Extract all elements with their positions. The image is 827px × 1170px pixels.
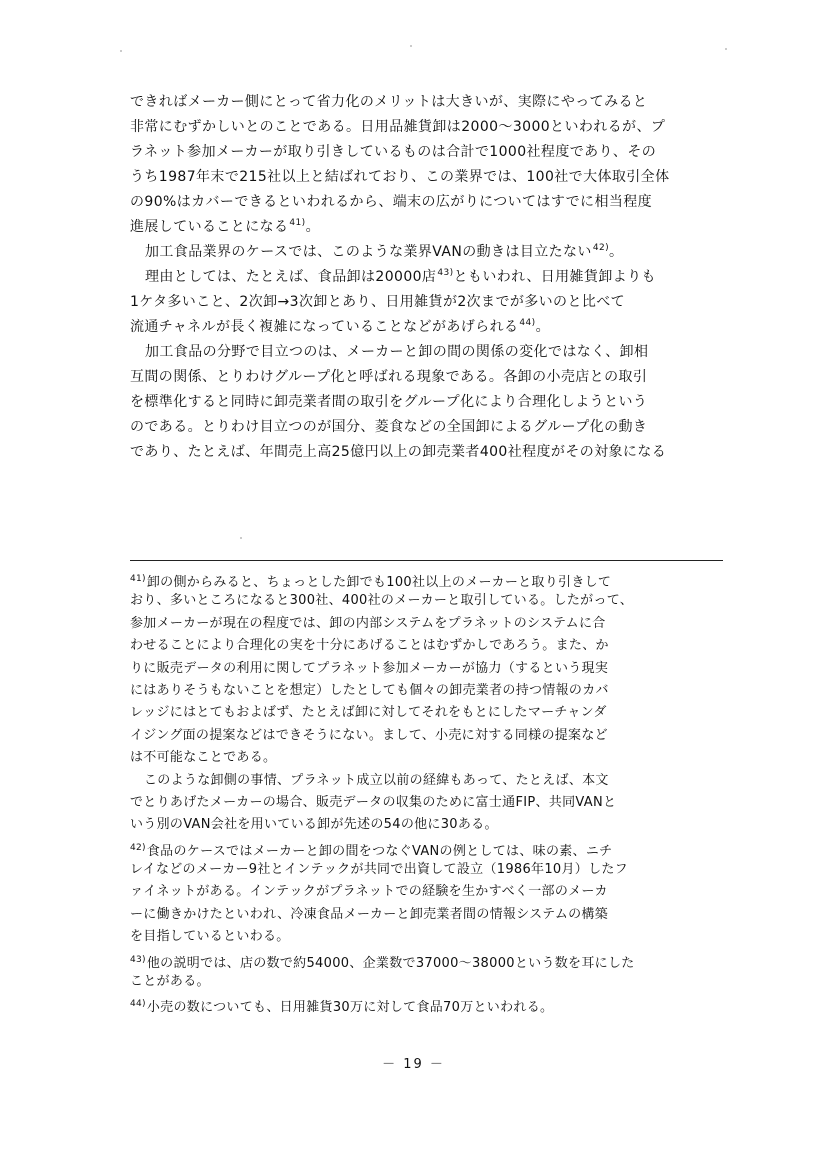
footnote-ref: 43) bbox=[437, 268, 454, 278]
period-mark: 。 bbox=[609, 244, 624, 260]
footnote-mark: 42) bbox=[130, 842, 146, 853]
body-text-segment: 理由としては、たとえば、食品卸は20000店 bbox=[145, 269, 437, 285]
footnote-line: イジング面の提案などはできそうにない。まして、小売に対する同様の提案など bbox=[130, 727, 608, 743]
footnote-line: いう別のVAN会社を用いている卸が先述の54の他に30ある。 bbox=[130, 817, 498, 833]
body-line: 加工食品の分野で目立つのは、メーカーと卸の間の関係の変化ではなく、卸相 bbox=[145, 344, 649, 360]
body-line: を標準化すると同時に卸売業者間の取引をグループ化により合理化しようという bbox=[130, 394, 648, 410]
footnotes bbox=[130, 568, 730, 1016]
footnote-ref: 44) bbox=[519, 318, 536, 328]
footnote-line: ことがある。 bbox=[130, 974, 210, 990]
footnote-line: 参加メーカーが現在の程度では、卸の内部システムをプラネットのシステムに合 bbox=[130, 615, 606, 631]
footnote-line bbox=[130, 993, 730, 1015]
footnote-line: ーに働きかけたといわれ、冷凍食品メーカーと卸売業者間の情報システムの構築 bbox=[130, 906, 609, 922]
footnote-divider bbox=[130, 560, 723, 561]
body-line bbox=[130, 265, 730, 290]
body-line: 1ケタ多いこと、2次卸→3次卸とあり、日用雑貨が2次までが多いのと比べて bbox=[130, 294, 626, 310]
footnote-mark: 44) bbox=[130, 999, 146, 1010]
footnote-line: わせることにより合理化の実を十分にあげることはむずかしであろう。また、か bbox=[130, 638, 609, 654]
footnote-mark: 41) bbox=[130, 574, 146, 584]
footnote-ref: 41) bbox=[289, 218, 306, 228]
body-line: うち1987年末で215社以上と結ばれており、この業界では、100社で大体取引全体 bbox=[130, 169, 670, 185]
period-mark: 。 bbox=[305, 219, 320, 235]
body-text-segment: 加工食品業界のケースでは、このような業界VANの動きは目立たない bbox=[145, 244, 592, 260]
body-line bbox=[130, 315, 730, 340]
footnote-line: でとりあげたメーカーの場合、販売データの収集のために富士通FIP、共同VANと bbox=[130, 794, 617, 810]
body-line: できればメーカー側にとって省力化のメリットは大きいが、実際にやってみると bbox=[130, 94, 648, 110]
footnote-text: 卸の側からみると、ちょっとした卸でも100社以上のメーカーと取り引きして bbox=[146, 575, 612, 590]
scan-speck bbox=[725, 48, 727, 50]
footnote-line bbox=[130, 949, 730, 971]
page-number: － 19 － bbox=[382, 1057, 445, 1072]
scan-speck bbox=[240, 537, 242, 539]
footnote-text: 食品のケースではメーカーと卸の間をつなぐVANの例としては、味の素、ニチ bbox=[146, 843, 613, 859]
footnote-line bbox=[130, 568, 730, 590]
footnote-line: りに販売データの利用に関してプラネット参加メーカーが協力（するという現実 bbox=[130, 660, 609, 676]
body-text-segment: 進展していることになる bbox=[130, 219, 289, 235]
footnote-line: このような卸側の事情、プラネット成立以前の経緯もあって、たとえば、本文 bbox=[144, 772, 609, 788]
footnote-mark: 43) bbox=[130, 954, 146, 965]
body-line: ラネット参加メーカーが取り引きしているものは合計で1000社程度であり、その bbox=[130, 144, 657, 160]
body-line bbox=[130, 240, 730, 265]
body-line: のである。とりわけ目立つのが国分、菱食などの全国卸によるグループ化の動き bbox=[130, 419, 648, 435]
body-line: であり、たとえば、年間売上高25億円以上の卸売業者400社程度がその対象になる bbox=[130, 444, 667, 460]
body-line: 互間の関係、とりわけグループ化と呼ばれる現象である。各卸の小売店との取引 bbox=[130, 369, 648, 385]
footnote-text: 他の説明では、店の数で約54000、企業数で37000～38000という数を耳にした bbox=[146, 955, 635, 971]
footnote-line: にはありそうもないことを想定）したとしても個々の卸売業者の持つ情報のカバ bbox=[130, 682, 609, 698]
footnote-ref: 42) bbox=[592, 243, 610, 253]
period-mark: 。 bbox=[535, 319, 550, 335]
body-line: 非常にむずかしいとのことである。日用品雑貨卸は2000～3000といわれるが、プ bbox=[130, 119, 666, 135]
body-text-segment: 流通チャネルが長く複雑になっていることなどがあげられる bbox=[130, 319, 519, 335]
footnote-line bbox=[130, 837, 730, 859]
footnote-line: を目指しているといわる。 bbox=[130, 929, 290, 945]
footnote-line: レッジにはとてもおよばず、たとえば卸に対してそれをもとにしたマーチャンダ bbox=[130, 705, 607, 721]
body-text-segment: ともいわれ、日用雑貨卸よりも bbox=[453, 269, 656, 285]
body-line bbox=[130, 215, 730, 240]
footnote-text: 小売の数についても、日用雑貨30万に対して食品70万といわれる。 bbox=[146, 1000, 554, 1016]
footnote-line: おり、多いところになると300社、400社のメーカーと取引している。したがって、 bbox=[130, 593, 634, 609]
body-text bbox=[130, 90, 730, 465]
footnote-line: ァイネットがある。インテックがプラネットでの経験を生かすべく一部のメーカ bbox=[130, 884, 608, 900]
footnote-line: レイなどのメーカー9社とインテックが共同で出資して設立（1986年10月）したフ bbox=[130, 862, 628, 878]
body-line: の90%はカバーできるといわれるから、端末の広がりについてはすでに相当程度 bbox=[130, 194, 653, 210]
scan-speck bbox=[120, 50, 122, 52]
footnote-line: は不可能なことである。 bbox=[130, 750, 277, 766]
scan-speck bbox=[410, 45, 412, 47]
